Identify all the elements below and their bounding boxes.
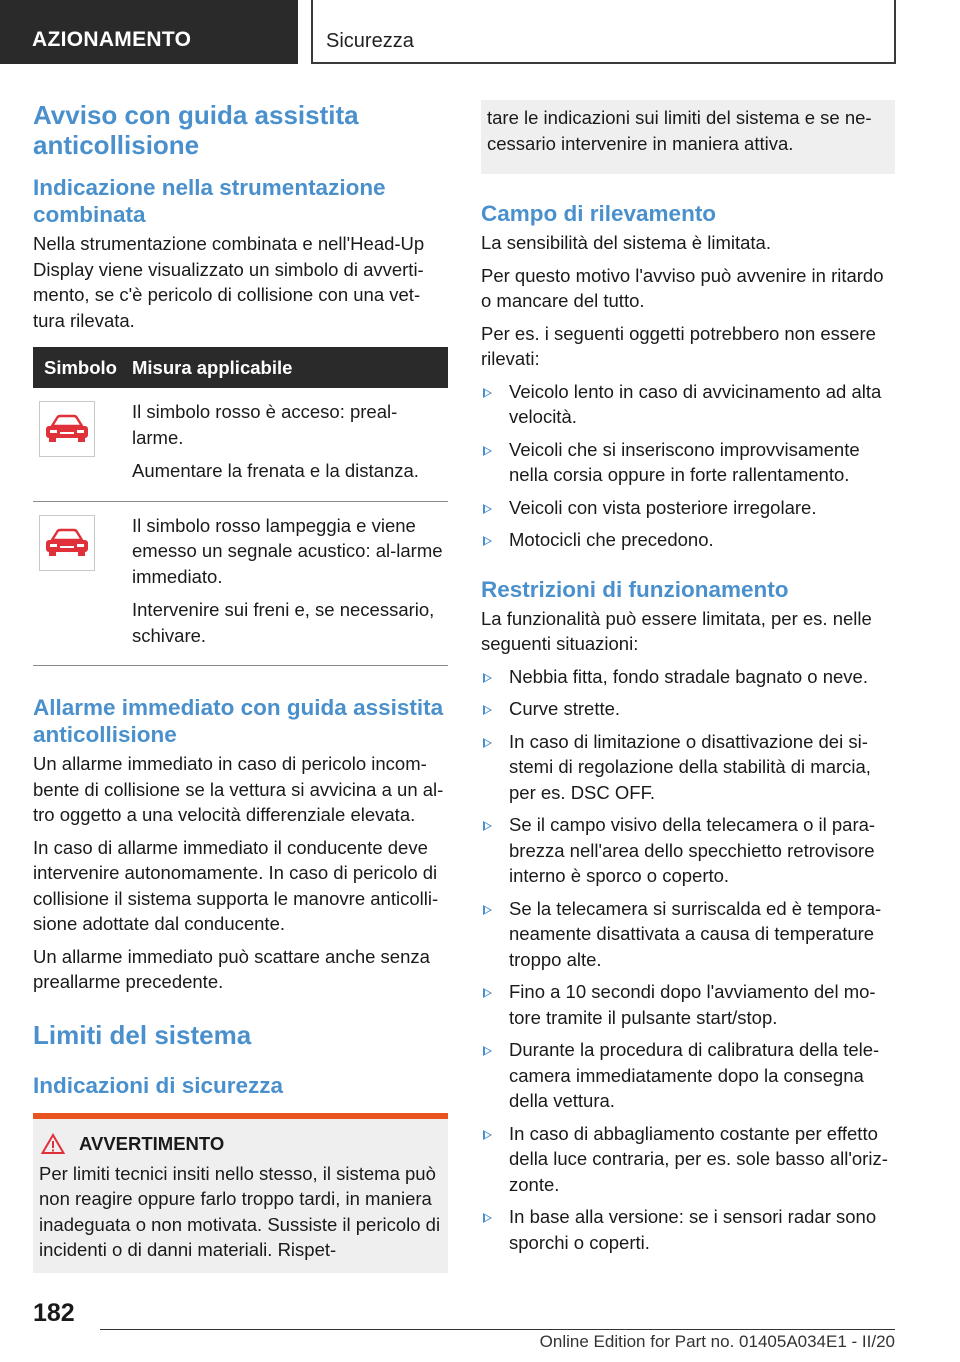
triangle-bullet-icon <box>483 446 492 456</box>
triangle-bullet-icon <box>483 504 492 514</box>
triangle-bullet-icon <box>483 673 492 683</box>
measure-text: Intervenire sui freni e, se necessario, schivare. <box>132 599 435 646</box>
triangle-bullet-icon <box>483 1213 492 1223</box>
list-item: Durante la procedura di calibratura della tele-camera immediatamente dopo la consegna della vettura. <box>481 1037 895 1114</box>
footer-edition: Online Edition for Part no. 01405A034E1 - II/20 <box>539 1332 895 1351</box>
list-item: Nebbia fitta, fondo stradale bagnato o neve. <box>481 664 895 690</box>
page-header <box>0 0 960 66</box>
measure-text: Il simbolo rosso è acceso: preal-larme. <box>132 401 398 448</box>
measure-text: Aumentare la frenata e la distanza. <box>132 460 419 481</box>
subheading-display: Indicazione nella strumentazione combinata <box>33 175 386 227</box>
chapter-tab <box>0 0 298 64</box>
car-warning-icon <box>39 401 95 457</box>
paragraph: Per es. i seguenti oggetti potrebbero non essere rilevati: <box>481 322 876 369</box>
list-item: Motocicli che precedono. <box>481 527 895 553</box>
triangle-bullet-icon <box>483 905 492 915</box>
triangle-bullet-icon <box>483 821 492 831</box>
triangle-bullet-icon <box>483 738 492 748</box>
right-column <box>481 100 895 1262</box>
symbol-table <box>33 347 448 666</box>
paragraph: La sensibilità del sistema è limitata. <box>481 232 771 253</box>
warning-box-continued <box>481 100 895 174</box>
table-cell-measure <box>132 513 448 657</box>
footer-divider <box>100 1329 895 1330</box>
page-number: 182 <box>33 1299 75 1327</box>
paragraph: La funzionalità può essere limitata, per es. nelle seguenti situazioni: <box>481 607 872 654</box>
section-heading: Avviso con guida assistita anticollisione <box>33 100 359 160</box>
subheading-safety: Indicazioni di sicurezza <box>33 1072 284 1098</box>
table-cell-symbol <box>33 513 132 657</box>
measure-text: Il simbolo rosso lampeggia e viene emesso un segnale acustico: al-larme immediato. <box>132 514 443 587</box>
table-row <box>33 388 448 502</box>
subheading-detection-range: Campo di rilevamento <box>481 201 717 226</box>
list-item: Se la telecamera si surriscalda ed è tempora-neamente disattivata a causa di temperature troppo alte. <box>481 896 895 973</box>
list-item: In caso di abbagliamento costante per effetto della luce contraria, per es. sole basso all'oriz-zonte. <box>481 1121 895 1198</box>
subheading-restrictions: Restrizioni di funzionamento <box>481 576 789 602</box>
table-cell-symbol <box>33 399 132 492</box>
column-header-symbol: Simbolo <box>44 356 117 378</box>
bullet-list-restrictions <box>481 664 895 1256</box>
triangle-bullet-icon <box>483 988 492 998</box>
warning-label: AVVERTIMENTO <box>79 1132 225 1154</box>
warning-text: tare le indicazioni sui limiti del sistema e se ne-cessario intervenire in maniera attiva. <box>487 107 872 154</box>
paragraph: Nella strumentazione combinata e nell'Head-Up Display viene visualizzato un simbolo di avverti-mento, se c'è pericolo di collisione con una vet-tura rilevata. <box>33 233 425 331</box>
bullet-list-objects <box>481 379 895 553</box>
list-item: In caso di limitazione o disattivazione dei si-stemi di regolazione della stabilità di marcia, per es. DSC OFF. <box>481 729 895 806</box>
chapter-title: AZIONAMENTO <box>32 28 192 51</box>
list-item: Veicolo lento in caso di avvicinamento ad alta velocità. <box>481 379 895 430</box>
warning-box <box>33 1113 448 1273</box>
column-header-measure: Misura applicabile <box>132 356 293 378</box>
warning-text: Per limiti tecnici insiti nello stesso, il sistema può non reagire oppure farlo troppo tardi, in maniera inadeguata o non motivata. Sussiste il pericolo di incidenti o di danni materiali. Rispet- <box>39 1162 441 1260</box>
list-item: Veicoli che si inseriscono improvvisamente nella corsia oppure in forte rallentamento. <box>481 437 895 488</box>
warning-triangle-icon <box>41 1133 65 1155</box>
list-item: Veicoli con vista posteriore irregolare. <box>481 495 895 521</box>
table-cell-measure <box>132 399 448 492</box>
table-header <box>33 347 448 388</box>
paragraph: Per questo motivo l'avviso può avvenire in ritardo o mancare del tutto. <box>481 264 884 311</box>
left-column <box>33 100 448 1273</box>
warning-title <box>39 1133 442 1155</box>
list-item: Se il campo visivo della telecamera o il para-brezza nell'area dello specchietto retrovisore interno è sporco o coperto. <box>481 812 895 889</box>
section-tab <box>311 0 896 64</box>
list-item: Curve strette. <box>481 696 895 722</box>
subheading-immediate-alarm: Allarme immediato con guida assistita anticollisione <box>33 695 444 747</box>
triangle-bullet-icon <box>483 536 492 546</box>
car-warning-icon <box>39 515 95 571</box>
paragraph: In caso di allarme immediato il conducente deve intervenire autonomamente. In caso di pericolo di collisione il sistema supporta le manovre anticolli-sione adottate dal conducente. <box>33 836 439 934</box>
section-title: Sicurezza <box>326 30 414 52</box>
section-heading-limits: Limiti del sistema <box>33 1019 252 1050</box>
table-row <box>33 502 448 667</box>
paragraph: Un allarme immediato in caso di pericolo incom-bente di collisione se la vettura si avvicina a un al-tro oggetto a una velocità differenziale elevata. <box>33 753 444 825</box>
triangle-bullet-icon <box>483 388 492 398</box>
list-item: In base alla versione: se i sensori radar sono sporchi o coperti. <box>481 1204 895 1255</box>
triangle-bullet-icon <box>483 1046 492 1056</box>
paragraph: Un allarme immediato può scattare anche senza preallarme precedente. <box>33 945 430 992</box>
triangle-bullet-icon <box>483 1130 492 1140</box>
list-item: Fino a 10 secondi dopo l'avviamento del mo-tore tramite il pulsante start/stop. <box>481 979 895 1030</box>
triangle-bullet-icon <box>483 705 492 715</box>
